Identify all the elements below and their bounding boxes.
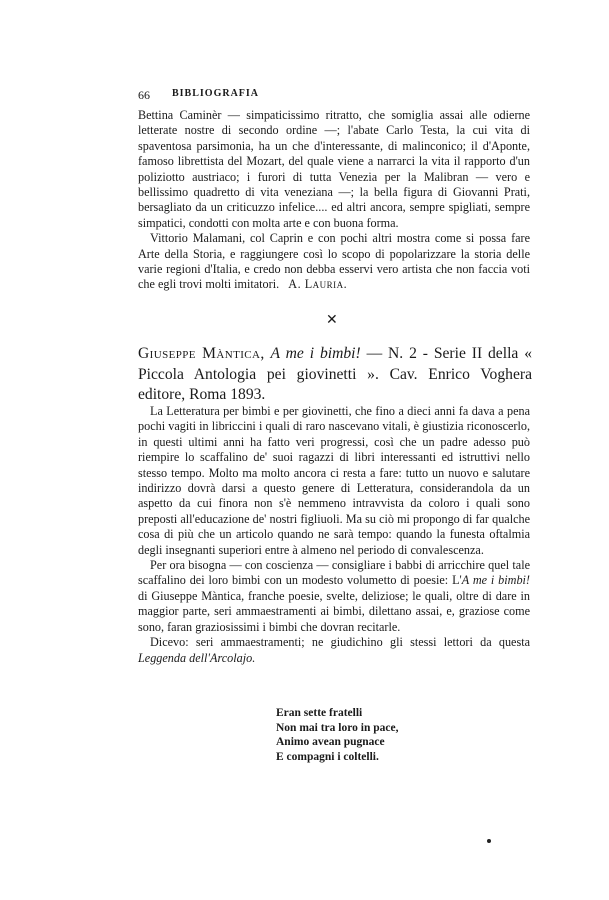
running-head bbox=[138, 88, 524, 104]
paragraph-text: Dicevo: seri ammaestramenti; ne giudichino gli stessi lettori da questa bbox=[150, 635, 530, 650]
signature: A. Lauria. bbox=[288, 277, 348, 292]
paragraph bbox=[138, 231, 530, 293]
paragraph-text: Vittorio Malamani, col Caprin e con pochi altri mostra come si possa fare Arte della Storia, e raggiungere così lo scopo di popolarizzare la storia delle varie regioni d'Italia, e credo non debba esservi vero artista che non faccia voti che egli trovi molti imitatori. bbox=[138, 231, 530, 292]
paragraph-text: Per ora bisogna — con coscienza — consigliare i babbi di arricchire quel tale scaffalino dei loro bimbi con un modesto volumetto di poesie: L' bbox=[138, 558, 530, 588]
review-book-details: — N. 2 - Serie II della « Piccola Antologia pei giovinetti ». Cav. Enrico Voghera editore, Roma 1893. bbox=[138, 345, 532, 404]
review-heading bbox=[138, 344, 532, 406]
poem-title-inline: Leggenda dell'Arcolajo. bbox=[138, 650, 256, 665]
paragraph-text: di Giuseppe Màntica, franche poesie, svelte, deliziose; le quali, oltre di dare in maggior parte, seri ammaestramenti ai bimbi, dilettano assai, e, graziose come sono, faran graziosissimi i bimbi che dovran recitarle. bbox=[138, 588, 530, 634]
paragraph bbox=[138, 558, 530, 635]
quoted-verses bbox=[276, 706, 398, 764]
verse-line: Animo avean pugnace bbox=[276, 736, 385, 749]
book-title-inline: A me i bimbi! bbox=[461, 573, 530, 588]
previous-review-ending bbox=[138, 108, 530, 293]
verse-line: Eran sette fratelli bbox=[276, 707, 363, 719]
paragraph: Bettina Caminèr — simpaticissimo ritratto, che somiglia assai alle odierne letterate nostre di secondo ordine —; l'abate Carlo Testa, la cui vita di spaventosa parsimonia, ha un che d'interessante, di malinconico; il d'Aponte, famoso librettista del Mozart, del quale viene a narrarci la vita il rapporto d'un poliziotto austriaco; i furori di tutta Venezia per la Malibran — vero e bellissimo quadretto di vita veneziana —; la bella figura di Giovanni Prati, bersagliato da un criticuzzo infelice.... ed altri ancora, sempre spigliati, sempre simpatici, condotti con molta arte e con buona forma. bbox=[138, 108, 530, 230]
verse-line: Non mai tra loro in pace, bbox=[276, 721, 399, 734]
review-author: Giuseppe Màntica, bbox=[138, 345, 265, 362]
running-title: BIBLIOGRAFIA bbox=[172, 88, 260, 99]
section-divider-ornament: ✕ bbox=[326, 312, 338, 328]
paragraph: La Letteratura per bimbi e per giovinetti, che fino a dieci anni fa dava a pena pochi vagiti in libriccini i quali di raro nascevano vitali, è giustizia riconoscerlo, in questi ultimi anni ha fatto veri progressi, così che un padre adesso può riempire lo scaffalino de' suoi ragazzi di libri interessanti ed istruttivi nello stesso tempo. Molto ma molto ancora ci resta a fare: tutto un nuovo e salutare indirizzo dovrà darsi a questo genere di Letteratura, considerandola da un aspetto da cui finora non s'è nemmeno intravvista da coloro i quali sono preposti all'educazione de' nostri figliuoli. Ma su ciò mi propongo di far qualche cosa di più che un articolo quando ne sarà tempo: quando la funesta oftalmia degli insegnanti superiori entre à almeno nel periodo di convalescenza. bbox=[138, 404, 530, 557]
paragraph bbox=[138, 635, 530, 666]
review-book-title: A me i bimbi! bbox=[270, 345, 361, 362]
page-number: 66 bbox=[138, 88, 150, 102]
ink-speck bbox=[487, 839, 491, 843]
verse-line: E compagni i coltelli. bbox=[276, 750, 379, 763]
review-body bbox=[138, 404, 530, 666]
